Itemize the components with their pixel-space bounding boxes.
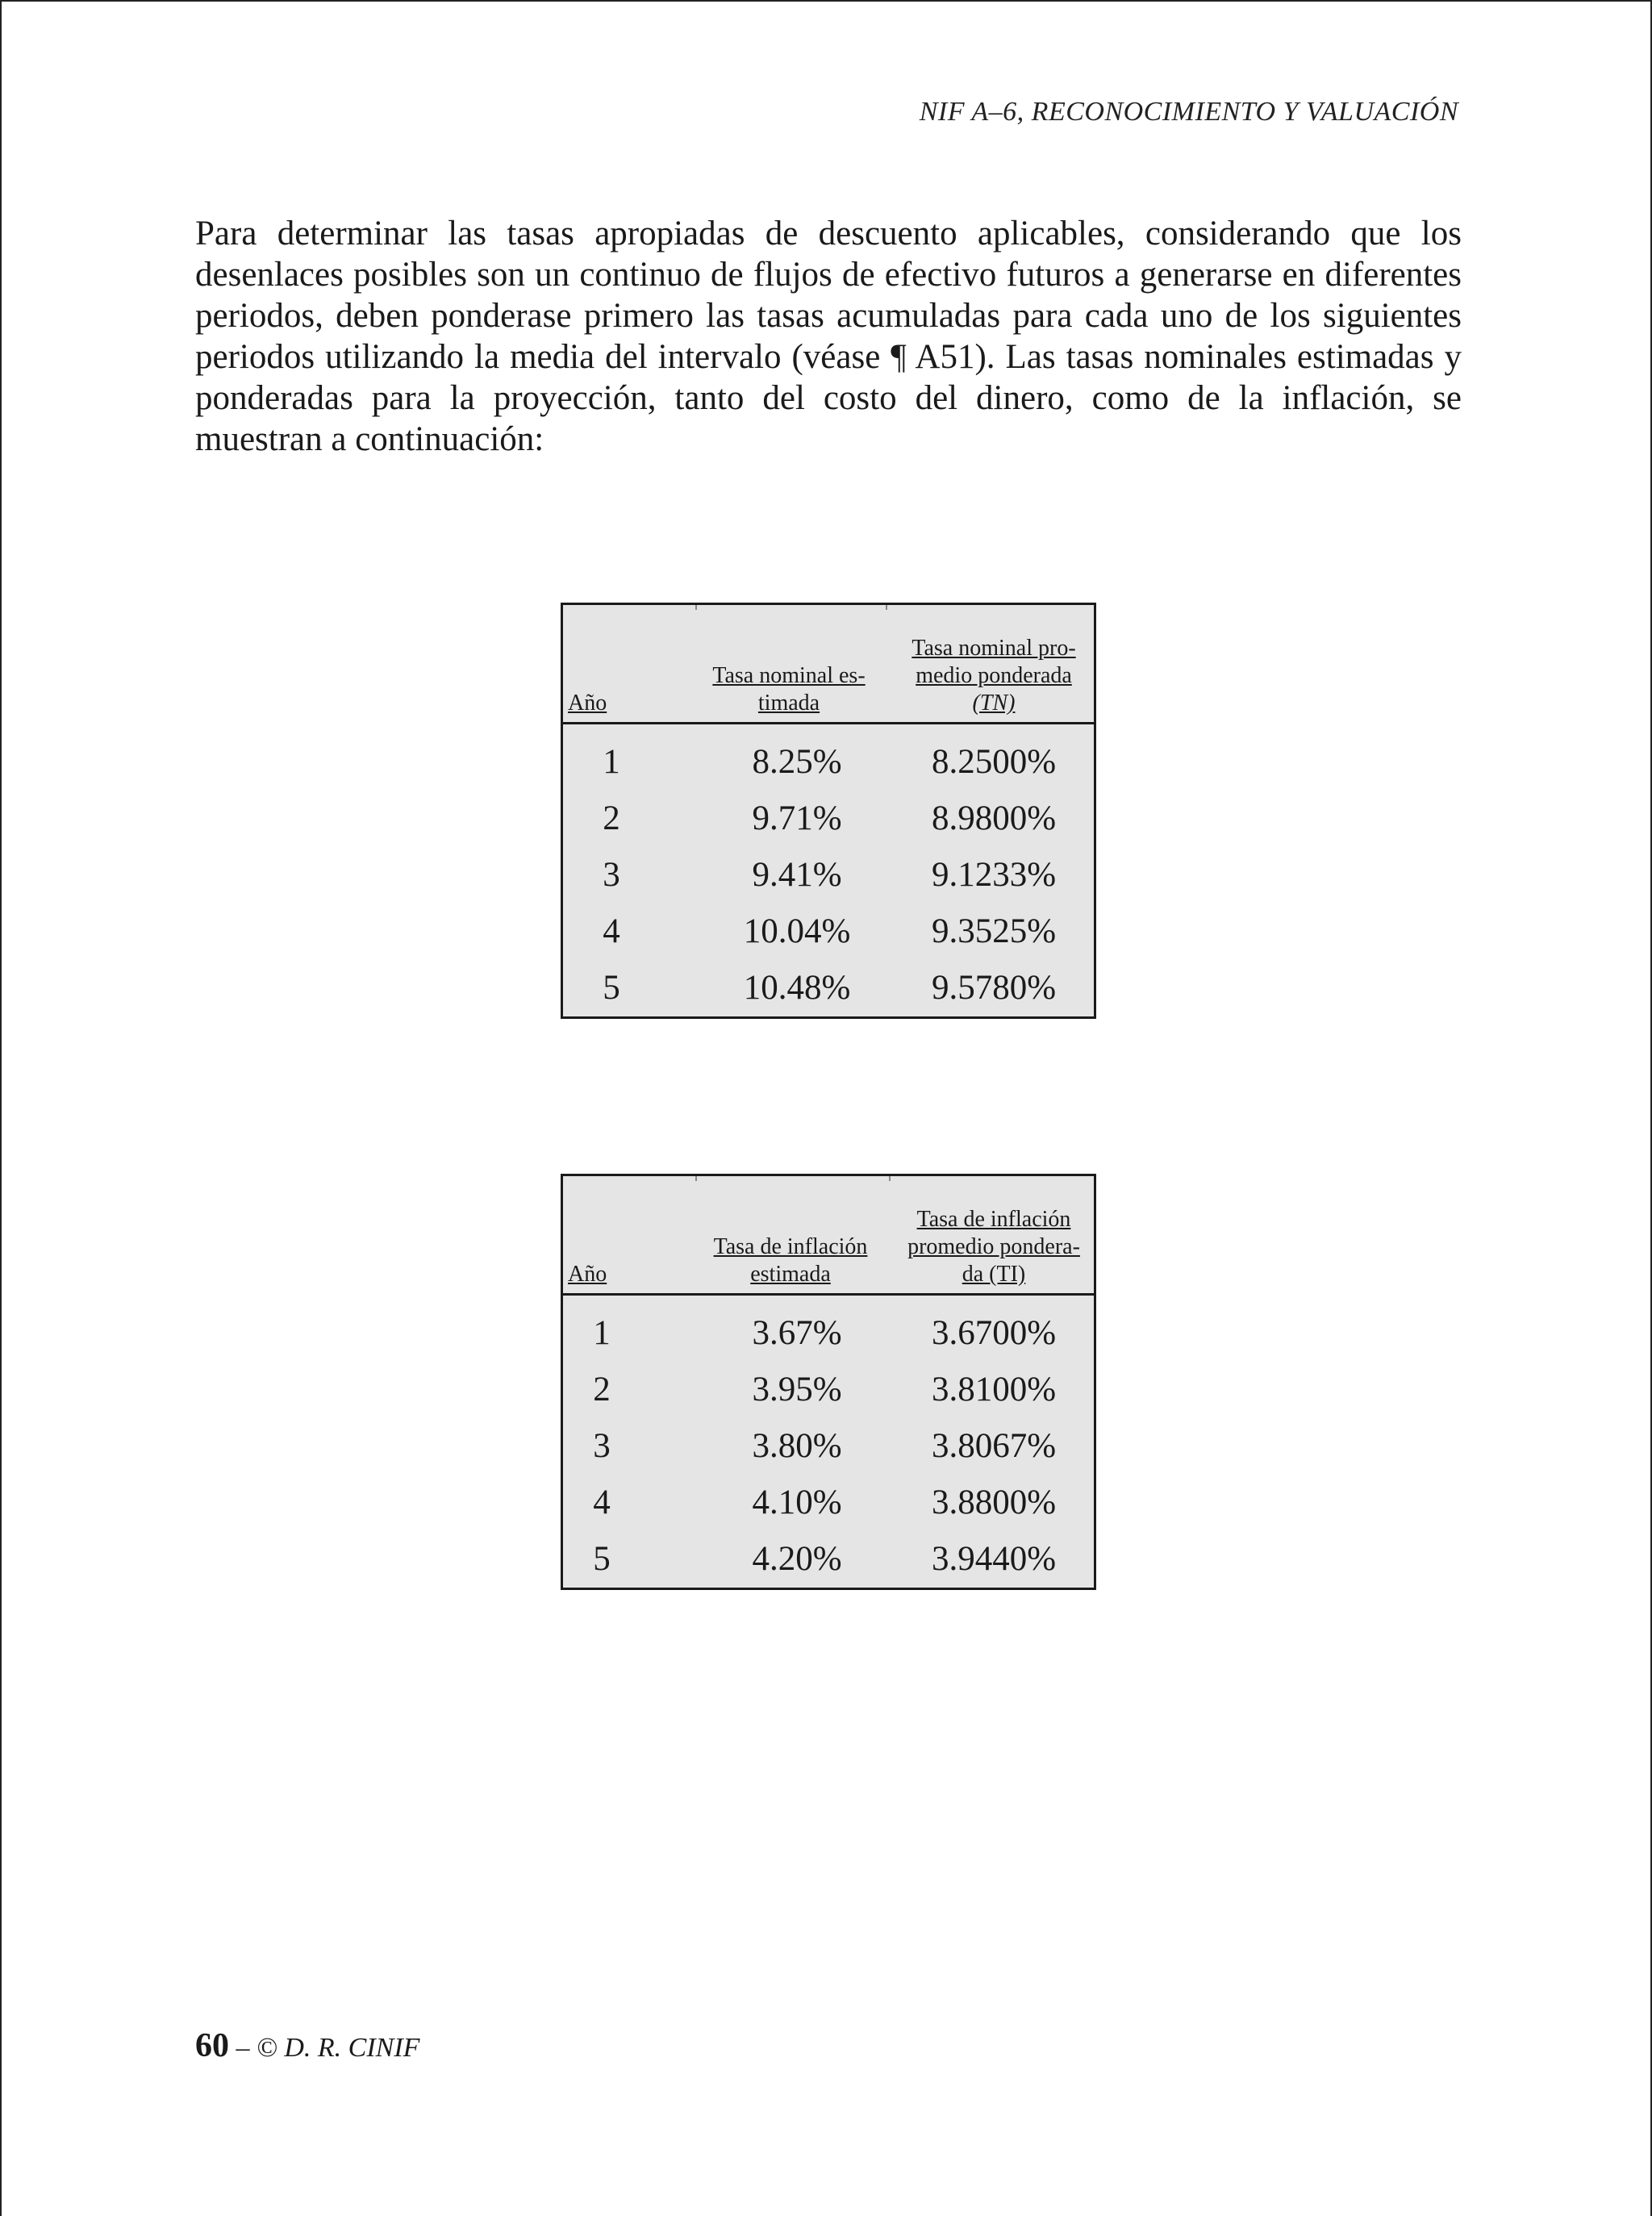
- year-cell: 5: [603, 969, 620, 1007]
- weighted-rate-cell: 3.8800%: [931, 1484, 1057, 1521]
- weighted-rate-cell: 3.6700%: [931, 1314, 1057, 1352]
- header-weighted-rate: Tasa de inflación promedio pondera- da (TI): [907, 1207, 1080, 1287]
- table-row: [563, 734, 1094, 791]
- table-row: [563, 960, 1094, 1016]
- table-row: [563, 791, 1094, 847]
- column-divider: [695, 605, 697, 610]
- table-header: [563, 605, 1094, 724]
- table-row: [563, 904, 1094, 960]
- copyright-notice: © D. R. CINIF: [257, 2033, 420, 2063]
- body-paragraph: Para determinar las tasas apropiadas de descuento aplicables, considerando que los desenlaces posibles son un continuo de flujos de efectivo futuros a generarse en diferentes periodos, deben ponderase primero las tasas acumuladas para cada uno de los siguientes periodos utilizando la media del intervalo (véase ¶ A51). Las tasas nominales estimadas y ponderadas para la proyección, tanto del costo del dinero, como de la inflación, se muestran a continuación:: [195, 215, 1462, 458]
- header-weighted-rate: Tasa nominal pro- medio ponderada (TN): [912, 636, 1076, 716]
- weighted-rate-cell: 9.3525%: [931, 912, 1057, 950]
- weighted-rate-cell: 8.9800%: [931, 799, 1057, 837]
- table-row: [563, 1362, 1094, 1418]
- estimated-rate-cell: 8.25%: [752, 743, 842, 781]
- estimated-rate-cell: 3.80%: [752, 1427, 842, 1465]
- table-header: [563, 1176, 1094, 1296]
- header-estimated-rate: Tasa de inflación estimada: [713, 1234, 868, 1287]
- estimated-rate-cell: 9.71%: [752, 799, 842, 837]
- year-cell: 4: [603, 912, 620, 950]
- estimated-rate-cell: 3.67%: [752, 1314, 842, 1352]
- page-number: 60: [195, 2027, 229, 2064]
- year-cell: 3: [603, 856, 620, 894]
- nominal-rate-table: [561, 603, 1096, 1019]
- column-divider: [889, 1176, 891, 1181]
- footer-separator: –: [236, 2033, 250, 2063]
- column-divider: [886, 605, 887, 610]
- weighted-rate-cell: 8.2500%: [931, 743, 1057, 781]
- table-body: [563, 724, 1094, 1016]
- table-row: [563, 1418, 1094, 1475]
- weighted-rate-cell: 9.1233%: [931, 856, 1057, 894]
- year-cell: 2: [603, 799, 620, 837]
- header-year: Año: [568, 1262, 607, 1287]
- year-cell: 2: [593, 1371, 611, 1408]
- table-body: [563, 1296, 1094, 1588]
- header-year: Año: [568, 691, 607, 716]
- estimated-rate-cell: 4.20%: [752, 1540, 842, 1578]
- estimated-rate-cell: 9.41%: [752, 856, 842, 894]
- running-head: NIF A–6, RECONOCIMIENTO Y VALUACIÓN: [919, 97, 1458, 127]
- weighted-rate-cell: 3.8067%: [931, 1427, 1057, 1465]
- table-row: [563, 1305, 1094, 1362]
- estimated-rate-cell: 10.04%: [743, 912, 851, 950]
- weighted-rate-cell: 9.5780%: [931, 969, 1057, 1007]
- year-cell: 5: [593, 1540, 611, 1578]
- table-row: [563, 1531, 1094, 1588]
- year-cell: 1: [593, 1314, 611, 1352]
- year-cell: 1: [603, 743, 620, 781]
- weighted-rate-cell: 3.8100%: [931, 1371, 1057, 1408]
- table-row: [563, 1475, 1094, 1531]
- year-cell: 4: [593, 1484, 611, 1521]
- column-divider: [695, 1176, 697, 1181]
- header-estimated-rate: Tasa nominal es- timada: [712, 663, 866, 716]
- estimated-rate-cell: 10.48%: [743, 969, 851, 1007]
- page-footer: [195, 2026, 419, 2065]
- year-cell: 3: [593, 1427, 611, 1465]
- estimated-rate-cell: 3.95%: [752, 1371, 842, 1408]
- weighted-rate-cell: 3.9440%: [931, 1540, 1057, 1578]
- estimated-rate-cell: 4.10%: [752, 1484, 842, 1521]
- table-row: [563, 847, 1094, 904]
- inflation-rate-table: [561, 1174, 1096, 1590]
